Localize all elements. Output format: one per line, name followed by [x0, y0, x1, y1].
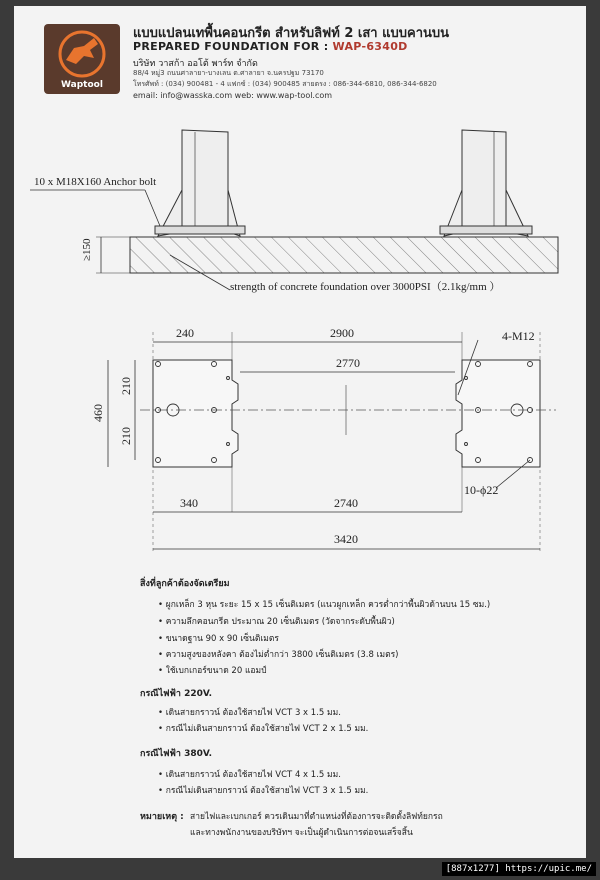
dim-210-upper: 210	[119, 377, 133, 395]
left-column	[155, 130, 245, 236]
depth-label: ≥150	[81, 238, 93, 261]
prepare-item-4: • ความสูงของหลังคา ต้องไม่ต่ำกว่า 3800 เซ็นติเมตร (3.8 เมตร)	[158, 650, 399, 660]
dim-460: 460	[91, 404, 105, 422]
section-220v-title: กรณีไฟฟ้า 220V.	[140, 689, 213, 699]
380v-item-2: • กรณีไม่เดินสายกราวน์ ต้องใช้สายไฟ VCT 3 x 1.5 มม.	[158, 786, 369, 796]
prepare-item-5: • ใช้เบกเกอร์ขนาด 20 แอมป์	[158, 666, 267, 676]
remark-line-1: สายไฟและเบกเกอร์ ควรเดินมาที่ตำแหน่งที่ต้องการจะติดตั้งลิฟท์ยกรถ	[190, 812, 443, 822]
dim-2900: 2900	[330, 326, 354, 340]
dim-2770: 2770	[336, 356, 360, 370]
company-phone: โทรศัพท์ : (034) 900481 - 4 แฟกซ์ : (034) 900485 สายตรง : 086-344-6810, 086-344-6820	[133, 80, 437, 88]
company-address: 88/4 หมู่3 ถนนศาลายา-บางเลน ต.ศาลายา จ.นครปฐม 73170	[133, 69, 324, 77]
dim-3420: 3420	[334, 532, 358, 546]
prepare-item-1: • ผูกเหล็ก 3 หุน ระยะ 15 x 15 เซ็นติเมตร (แนวผูกเหล็ก ควรต่ำกว่าพื้นผิวด้านบน 15 ซม.)	[158, 600, 491, 610]
dim-2740: 2740	[334, 496, 358, 510]
220v-item-2: • กรณีไม่เดินสายกราวน์ ต้องใช้สายไฟ VCT 2 x 1.5 มม.	[158, 724, 369, 734]
elevation-view	[30, 130, 558, 290]
right-column	[440, 130, 532, 236]
company-web: email: info@wasska.com web: www.wap-tool.com	[133, 91, 333, 100]
left-base-plate	[153, 360, 238, 467]
remark-line-2: และทางพนักงานของบริษัทฯ จะเป็นผู้ดำเนินการต่อจนเสร็จสิ้น	[190, 828, 413, 838]
220v-item-1: • เดินสายกราวน์ ต้องใช้สายไฟ VCT 3 x 1.5 มม.	[158, 708, 341, 718]
dim-240: 240	[176, 326, 194, 340]
anchor-bolt-label: 10 x M18X160 Anchor bolt	[34, 176, 157, 188]
document-title: แบบแปลนเทพื้นคอนกรีต สำหรับลิฟท์ 2 เสา แบบคานบน	[133, 26, 450, 41]
dim-10-phi22: 10-ϕ22	[464, 483, 499, 497]
section-prepare-title: สิ่งที่ลูกค้าต้องจัดเตรียม	[140, 579, 230, 589]
dim-4-m12: 4-M12	[502, 329, 535, 343]
dim-340: 340	[180, 496, 198, 510]
model-number: WAP-6340D	[332, 40, 408, 53]
prepared-label: PREPARED FOUNDATION FOR :	[133, 40, 329, 53]
company-name: บริษัท วาสก้า ออโต้ พาร์ท จำกัด	[133, 59, 258, 69]
concrete-slab	[130, 237, 558, 273]
prepare-item-2: • ความลึกคอนกรีต ประมาณ 20 เซ็นติเมตร (วัดจากระดับพื้นผิว)	[158, 617, 395, 627]
remark-label: หมายเหตุ :	[140, 812, 184, 822]
dim-210-lower: 210	[119, 427, 133, 445]
image-watermark: [887x1277] https://upic.me/	[442, 862, 596, 876]
logo-text: Waptool	[61, 80, 103, 90]
right-base-plate	[456, 360, 540, 467]
plan-view	[108, 332, 556, 552]
concrete-strength-label: strength of concrete foundation over 3000PSI（2.1kg/mm ）	[230, 281, 501, 293]
section-380v-title: กรณีไฟฟ้า 380V.	[140, 749, 213, 759]
prepare-item-3: • ขนาดฐาน 90 x 90 เซ็นติเมตร	[158, 634, 279, 644]
380v-item-1: • เดินสายกราวน์ ต้องใช้สายไฟ VCT 4 x 1.5 มม.	[158, 770, 341, 780]
